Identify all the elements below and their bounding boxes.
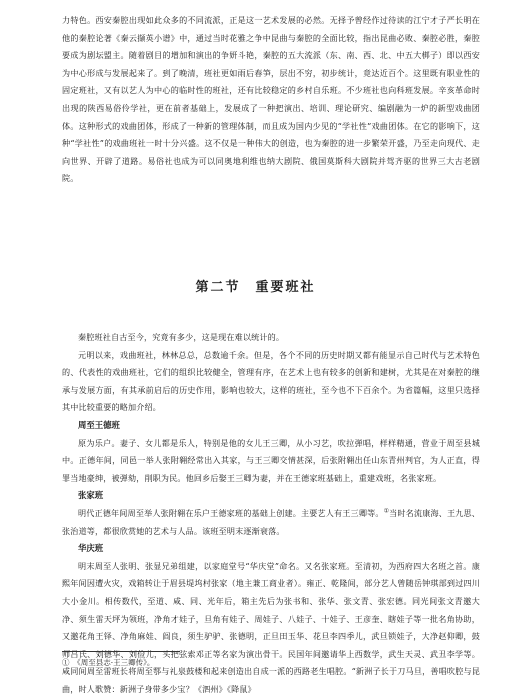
- footnote-marker: ①: [383, 507, 390, 515]
- troupe-heading-zhang: 张家班: [78, 490, 104, 501]
- troupe-text-huaqing: 明末周至人张明、张显兄弟组建，以家庭堂号“华庆堂”命名。又名张家班。至清初，为西府四大名班之首。康熙年间因遭火灾，戏箱转让于眉县堤坞村张家（地主兼工商业者）。雍正、乾隆间，部分艺人曾随岳钟琪部到过四川大小金川。相传数代，至道、咸、同、光年后，箱主先后为张书和、张华、张文青、张宏德。同光间张文青邀大净、须生雷天坪为领班，净角才娃子，旦角有娃子、周娃子、八娃子、十娃子、王彦奎、瞎娃子等一批名角协助，又邀花角王铎、净角麻娃、阎良，须生驴驴、张德明，正旦田玉华、花旦李四季儿，武旦锁娃子，大净赵仰卿，鼓师吕氏、刘德华、刘俭儿，头把弦索邓正等名家为演出骨干。民国年间邀请华上西数学，武生天灵、武丑李学等。咸同间周至雷班长将周至鄠与礼泉鼓楼和起来创造出自成一派的西路老生唱腔。“新洲子长于刀马旦，善唱吹腔与昆曲，时人歌赞：新洲子身带多少宝？《泗州》《降鼠》: [62, 560, 480, 694]
- troupe-text-wangde: 原为乐户。妻子、女儿都是乐人，特别是他的女儿王三卿，从小习艺，吹拉弹唱，样样精通，营业于周至县城中。正德年间，同邑一举人张附翱经常出入其家，与王三卿交情甚深，后张附翱出任山东青州判官，为人正直，得罪当地豪绅，被弹劾，削职为民。他回乡后娶王三卿为妻，并在王德家班基础上，重建戏班，名张家班。: [62, 437, 480, 483]
- top-paragraph-block: [62, 12, 480, 188]
- footnote-divider: [62, 651, 180, 652]
- troupe-heading-wangde: 周至王德班: [78, 419, 120, 430]
- troupe-text-zhang-part1: 明代正德年间周至举人张附翱在乐户王德家班的基础上创建。主要艺人有王三卿等。: [78, 507, 384, 518]
- footnote: ① 《周至县志·王三卿传》。: [62, 658, 155, 667]
- troupe-text-zhang: [62, 505, 480, 540]
- top-paragraph: 力特色。西安秦腔出现如此众多的不同流派，正是这一艺术发展的必然。无择予曾经作过待读的江宁才子严长明在他的秦腔论著《秦云撷英小谱》中，通过当时花雅之争中昆曲与秦腔的全面比较，指出昆曲必败、秦腔必胜，秦腔要成为剧坛盟主。随着剧目的增加和演出的争妍斗艳，秦腔的五大流派（东、南、西、北、中五大梆子）即以西安为中心形成与发展起来了。到了晚清，班社更如雨后春笋，层出不穷，初步统计，竟达近百个。这里既有职业性的固定班社，又有以艺人为中心的临时性的班社，还有比较稳定的乡村自乐班。不少班社也向科班发展。辛亥革命时出现的陕西易俗伶学社，更在前者基础上，发展成了一种把演出、培训、理论研究、编剧融为一炉的新型戏曲团体。这种形式的戏曲团体，形成了一种新的管理体制，而且成为国内少见的“学社性”戏曲团体。在它的影响下，这种“学社性”的戏曲班社一时十分兴盛。这不仅是一种伟大的创造，也为秦腔的进一步繁荣开盛，乃至走向现代、走向世界、开辟了道路。易俗社也成为可以同奥地利维也纳大剧院、俄国莫斯科大剧院并驾齐驱的世界三大古老剧院。: [62, 15, 480, 184]
- section-title: 第二节 重要班社: [195, 280, 316, 295]
- intro-paragraph-1: 秦腔班社自古至今，究竟有多少，这是现在难以统计的。: [78, 332, 285, 342]
- intro-paragraph-2: 元明以来，戏曲班社，林林总总，总数逾千余。但是，各个不同的历史时期又都有能显示自己时代与艺术特色的、代表性的戏曲班社，它们的组织比较健全，管理有序，在艺术上也有较多的创新和建树，尤其是在对秦腔的继承与发展方面，有其承前启后的历史作用，影响也较大，这样的班社，至今也不下百余个。为省篇幅，这里只选择其中比较重要的略加介绍。: [62, 349, 480, 413]
- troupe-heading-huaqing: 华庆班: [78, 543, 104, 554]
- section-body: [62, 329, 480, 698]
- troupe-text-zhang-part2: 当时名流康海、王九思、张治道等，都很欣赏她的艺术与人品。该班至明末逐渐衰落。: [62, 507, 480, 536]
